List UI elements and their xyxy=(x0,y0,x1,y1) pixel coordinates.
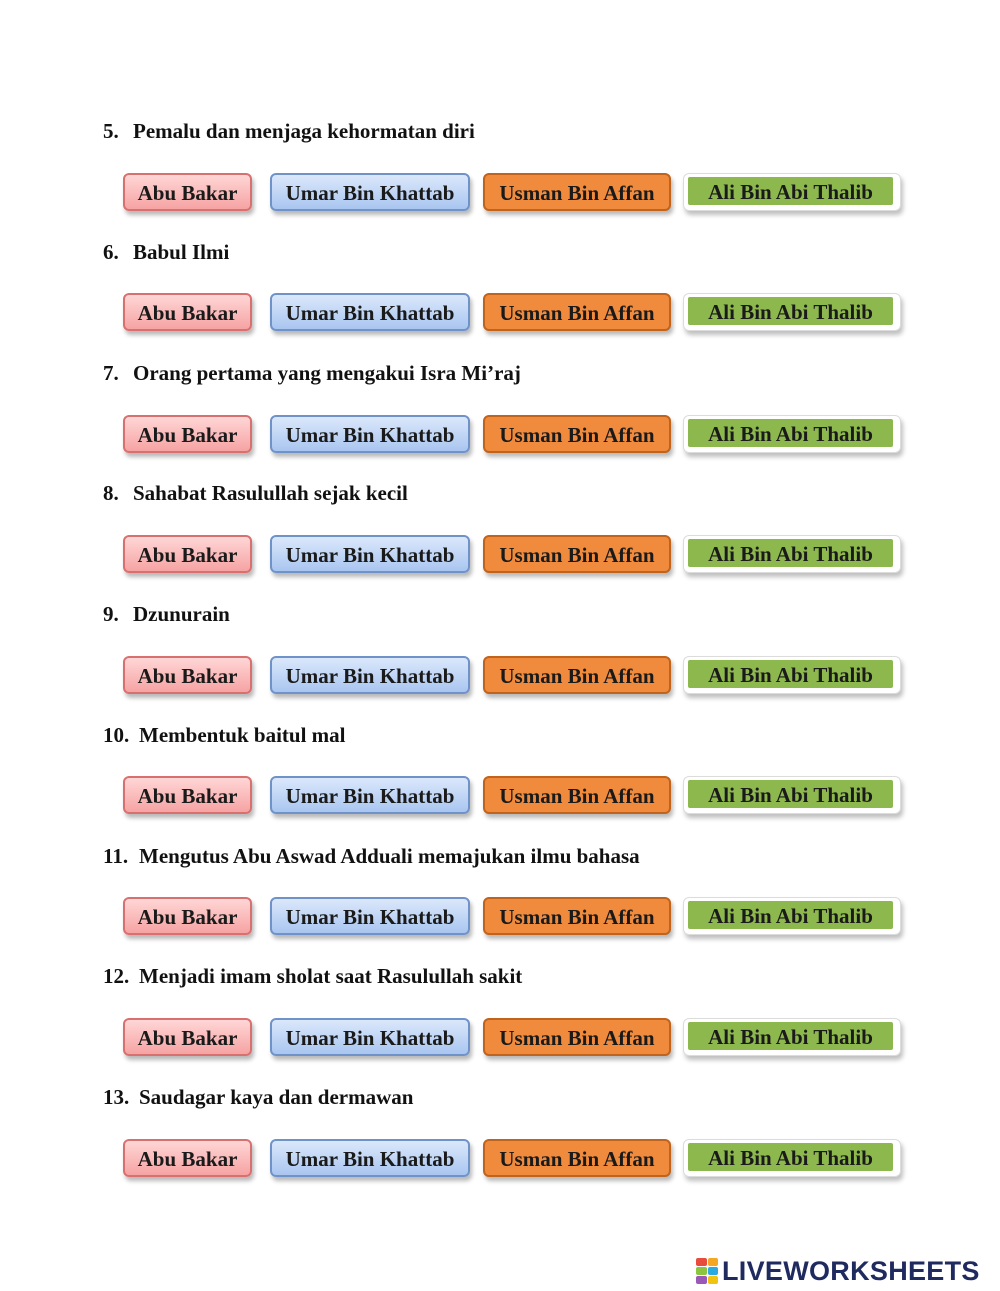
question-8 xyxy=(103,480,408,506)
option-abu-bakar[interactable]: Abu Bakar xyxy=(123,415,252,453)
option-ali-bin-abi-thalib[interactable] xyxy=(683,1139,901,1177)
option-ali-bin-abi-thalib[interactable] xyxy=(683,897,901,935)
option-label: Ali Bin Abi Thalib xyxy=(688,419,893,447)
option-umar-bin-khattab[interactable]: Umar Bin Khattab xyxy=(270,1139,470,1177)
option-label: Ali Bin Abi Thalib xyxy=(688,660,893,688)
option-abu-bakar[interactable]: Abu Bakar xyxy=(123,173,252,211)
question-number: 11. xyxy=(103,844,129,868)
option-ali-bin-abi-thalib[interactable] xyxy=(683,415,901,453)
answer-options-11 xyxy=(0,897,1000,943)
option-abu-bakar[interactable]: Abu Bakar xyxy=(123,776,252,814)
question-text: Saudagar kaya dan dermawan xyxy=(139,1085,414,1109)
option-ali-bin-abi-thalib[interactable] xyxy=(683,1018,901,1056)
option-usman-bin-affan[interactable]: Usman Bin Affan xyxy=(483,293,671,331)
option-umar-bin-khattab[interactable]: Umar Bin Khattab xyxy=(270,293,470,331)
option-umar-bin-khattab[interactable]: Umar Bin Khattab xyxy=(270,415,470,453)
question-number: 9. xyxy=(103,602,119,626)
option-usman-bin-affan[interactable]: Usman Bin Affan xyxy=(483,415,671,453)
option-ali-bin-abi-thalib[interactable] xyxy=(683,656,901,694)
option-label: Ali Bin Abi Thalib xyxy=(688,1143,893,1171)
question-number: 10. xyxy=(103,723,130,747)
question-text: Mengutus Abu Aswad Adduali memajukan ilmu bahasa xyxy=(139,844,640,868)
answer-options-8 xyxy=(0,535,1000,581)
answer-options-6 xyxy=(0,293,1000,339)
question-number: 6. xyxy=(103,240,119,264)
question-9 xyxy=(103,601,230,627)
option-label: Ali Bin Abi Thalib xyxy=(688,297,893,325)
option-abu-bakar[interactable]: Abu Bakar xyxy=(123,1018,252,1056)
answer-options-7 xyxy=(0,415,1000,461)
option-umar-bin-khattab[interactable]: Umar Bin Khattab xyxy=(270,535,470,573)
answer-options-13 xyxy=(0,1139,1000,1185)
logo-text: LIVEWORKSHEETS xyxy=(722,1255,980,1286)
question-number: 5. xyxy=(103,119,119,143)
option-usman-bin-affan[interactable]: Usman Bin Affan xyxy=(483,776,671,814)
question-number: 8. xyxy=(103,481,119,505)
option-umar-bin-khattab[interactable]: Umar Bin Khattab xyxy=(270,1018,470,1056)
option-label: Ali Bin Abi Thalib xyxy=(688,177,893,205)
question-number: 7. xyxy=(103,361,119,385)
question-6 xyxy=(103,239,229,265)
option-usman-bin-affan[interactable]: Usman Bin Affan xyxy=(483,656,671,694)
answer-options-10 xyxy=(0,776,1000,822)
option-abu-bakar[interactable]: Abu Bakar xyxy=(123,1139,252,1177)
question-5 xyxy=(103,118,475,144)
option-ali-bin-abi-thalib[interactable] xyxy=(683,293,901,331)
question-text: Sahabat Rasulullah sejak kecil xyxy=(133,481,408,505)
option-ali-bin-abi-thalib[interactable] xyxy=(683,776,901,814)
option-abu-bakar[interactable]: Abu Bakar xyxy=(123,656,252,694)
question-12 xyxy=(103,963,522,989)
option-usman-bin-affan[interactable]: Usman Bin Affan xyxy=(483,1018,671,1056)
answer-options-5 xyxy=(0,173,1000,219)
option-abu-bakar[interactable]: Abu Bakar xyxy=(123,535,252,573)
question-number: 13. xyxy=(103,1085,130,1109)
option-label: Ali Bin Abi Thalib xyxy=(688,901,893,929)
question-text: Orang pertama yang mengakui Isra Mi’raj xyxy=(133,361,521,385)
option-umar-bin-khattab[interactable]: Umar Bin Khattab xyxy=(270,656,470,694)
option-umar-bin-khattab[interactable]: Umar Bin Khattab xyxy=(270,897,470,935)
question-13 xyxy=(103,1084,413,1110)
option-ali-bin-abi-thalib[interactable] xyxy=(683,173,901,211)
question-text: Dzunurain xyxy=(133,602,230,626)
option-abu-bakar[interactable]: Abu Bakar xyxy=(123,897,252,935)
answer-options-9 xyxy=(0,656,1000,702)
liveworksheets-logo-icon xyxy=(696,1258,718,1284)
option-label: Ali Bin Abi Thalib xyxy=(688,1022,893,1050)
option-ali-bin-abi-thalib[interactable] xyxy=(683,535,901,573)
question-7 xyxy=(103,360,521,386)
option-umar-bin-khattab[interactable]: Umar Bin Khattab xyxy=(270,776,470,814)
answer-options-12 xyxy=(0,1018,1000,1064)
liveworksheets-logo[interactable] xyxy=(696,1255,980,1287)
question-text: Babul Ilmi xyxy=(133,240,230,264)
option-usman-bin-affan[interactable]: Usman Bin Affan xyxy=(483,173,671,211)
option-abu-bakar[interactable]: Abu Bakar xyxy=(123,293,252,331)
question-text: Membentuk baitul mal xyxy=(139,723,346,747)
question-text: Pemalu dan menjaga kehormatan diri xyxy=(133,119,475,143)
option-label: Ali Bin Abi Thalib xyxy=(688,539,893,567)
option-usman-bin-affan[interactable]: Usman Bin Affan xyxy=(483,1139,671,1177)
option-usman-bin-affan[interactable]: Usman Bin Affan xyxy=(483,897,671,935)
option-umar-bin-khattab[interactable]: Umar Bin Khattab xyxy=(270,173,470,211)
option-label: Ali Bin Abi Thalib xyxy=(688,780,893,808)
question-text: Menjadi imam sholat saat Rasulullah sakit xyxy=(139,964,523,988)
question-11 xyxy=(103,843,640,869)
question-10 xyxy=(103,722,346,748)
option-usman-bin-affan[interactable]: Usman Bin Affan xyxy=(483,535,671,573)
question-number: 12. xyxy=(103,964,130,988)
